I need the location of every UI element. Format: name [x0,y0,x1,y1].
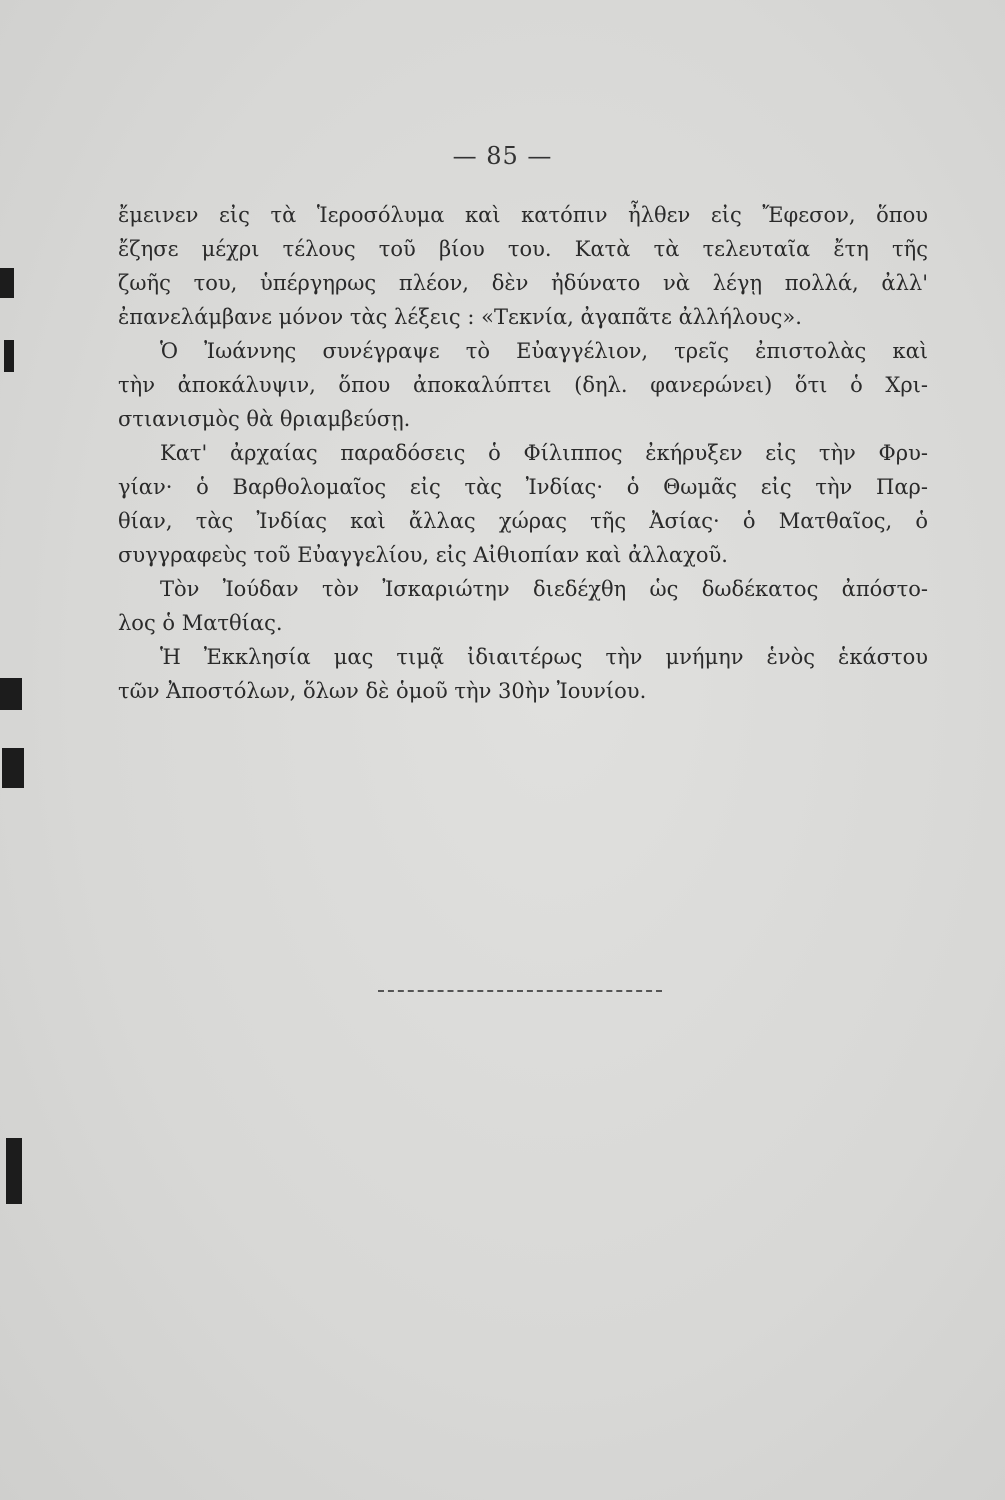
text-line: Τὸν Ἰούδαν τὸν Ἰσκαριώτην διεδέχθη ὡς δωδέκατος ἀπόστο- [160,577,928,601]
text-line: λος ὁ Ματθίας. [118,611,283,635]
body-text [118,198,928,708]
text-line: ζωῆς του, ὑπέργηρως πλέον, δὲν ἠδύνατο νὰ λέγῃ πολλά, ἀλλ' [118,271,928,295]
binding-edge-mark [4,340,14,372]
text-line: Ὁ Ἰωάννης συνέγραψε τὸ Εὐαγγέλιον, τρεῖς ἐπιστολὰς καὶ [160,339,928,363]
text-line: Κατ' ἀρχαίας παραδόσεις ὁ Φίλιππος ἐκήρυξεν εἰς τὴν Φρυ- [160,441,928,465]
text-line: ἔμεινεν εἰς τὰ Ἱεροσόλυμα καὶ κατόπιν ἦλθεν εἰς Ἔφεσον, ὅπου [118,203,928,227]
binding-edge-mark [2,748,24,788]
text-line: ἐπανελάμβανε μόνον τὰς λέξεις : «Τεκνία, ἀγαπᾶτε ἀλλήλους». [118,305,802,329]
text-line: στιανισμὸς θὰ θριαμβεύσῃ. [118,407,411,431]
text-line: θίαν, τὰς Ἰνδίας καὶ ἄλλας χώρας τῆς Ἀσίας· ὁ Ματθαῖος, ὁ [118,509,928,533]
page-number: — 85 — [452,142,553,170]
text-line: γίαν· ὁ Βαρθολομαῖος εἰς τὰς Ἰνδίας· ὁ Θωμᾶς εἰς τὴν Παρ- [118,475,928,499]
binding-edge-mark [0,678,22,710]
text-line: τὴν ἀποκάλυψιν, ὅπου ἀποκαλύπτει (δηλ. φανερώνει) ὅτι ὁ Χρι- [118,373,928,397]
section-divider [378,990,662,992]
text-line: ἔζησε μέχρι τέλους τοῦ βίου του. Κατὰ τὰ τελευταῖα ἔτη τῆς [118,237,928,261]
binding-edge-mark [0,268,14,298]
binding-edge-mark [6,1138,22,1204]
text-line: τῶν Ἀποστόλων, ὅλων δὲ ὁμοῦ τὴν 30ὴν Ἰουνίου. [118,679,647,703]
text-line: συγγραφεὺς τοῦ Εὐαγγελίου, εἰς Αἰθιοπίαν καὶ ἀλλαχοῦ. [118,543,728,567]
text-line: Ἡ Ἐκκλησία μας τιμᾷ ἰδιαιτέρως τὴν μνήμην ἑνὸς ἑκάστου [160,645,928,669]
